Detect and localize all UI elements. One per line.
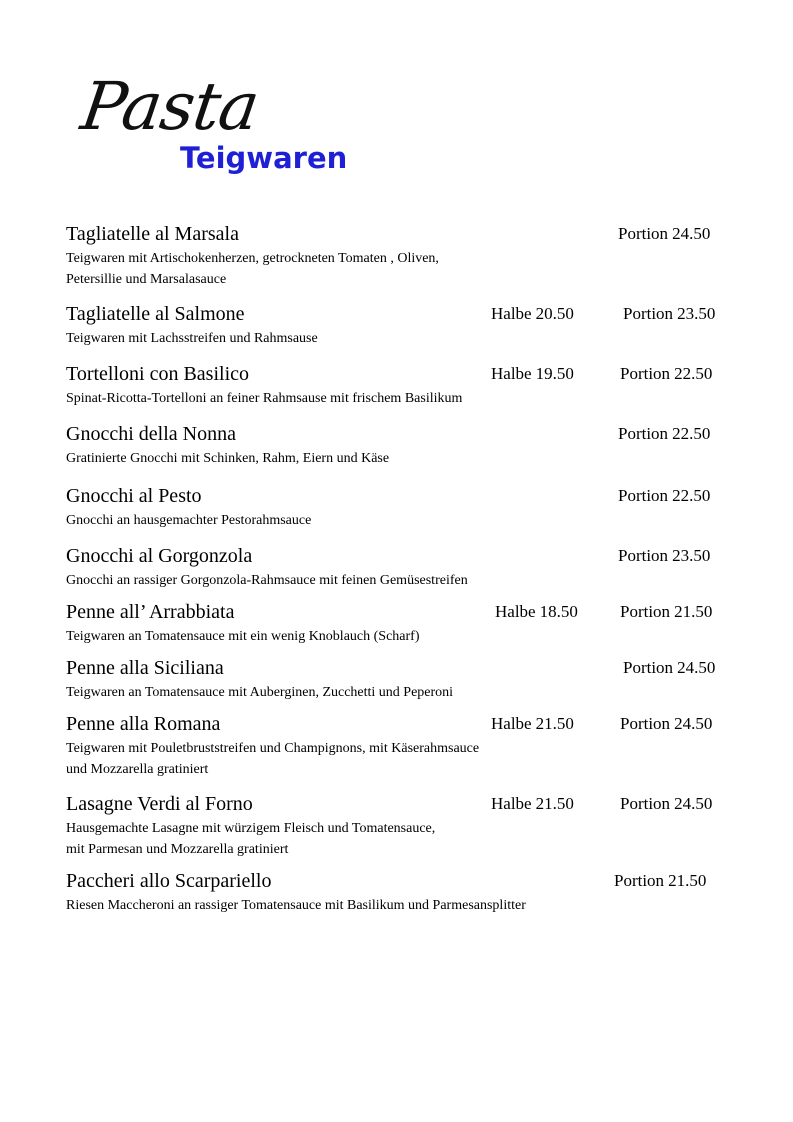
portion-price (614, 870, 706, 892)
dish-name: Tortelloni con Basilico (66, 363, 250, 385)
halbe-label: Halbe (495, 602, 536, 621)
portion-price (618, 223, 710, 245)
halbe-value: 19.50 (535, 364, 574, 383)
description-line: Teigwaren mit Artischokenherzen, getrockneten Tomaten , Oliven, (66, 251, 439, 266)
dish-name: Gnocchi al Gorgonzola (66, 545, 253, 567)
portion-price (620, 363, 712, 385)
portion-label: Portion (618, 424, 669, 443)
halbe-value: 20.50 (535, 304, 574, 323)
dish-name: Lasagne Verdi al Forno (66, 793, 253, 815)
halbe-value: 18.50 (539, 602, 578, 621)
portion-price (620, 601, 712, 623)
description-line: Spinat-Ricotta-Tortelloni an feiner Rahmsause mit frischem Basilikum (66, 391, 463, 406)
description-line: Teigwaren mit Pouletbruststreifen und Champignons, mit Käserahmsauce (66, 741, 480, 756)
description-line: Gnocchi an rassiger Gorgonzola-Rahmsauce mit feinen Gemüsestreifen (66, 573, 468, 588)
dish-description (66, 448, 626, 469)
dish-name: Gnocchi della Nonna (66, 423, 236, 445)
portion-label: Portion (620, 364, 671, 383)
description-line: Hausgemachte Lasagne mit würzigem Fleisch und Tomatensauce, (66, 821, 436, 836)
dish-name: Penne alla Siciliana (66, 657, 224, 679)
dish-description (66, 248, 626, 290)
description-line: Teigwaren an Tomatensauce mit ein wenig Knoblauch (Scharf) (66, 629, 420, 644)
portion-value: 21.50 (674, 602, 713, 621)
portion-label: Portion (618, 224, 669, 243)
description-line: Teigwaren an Tomatensauce mit Auberginen, Zucchetti und Peperoni (66, 685, 454, 700)
halbe-label: Halbe (491, 794, 532, 813)
portion-label: Portion (623, 304, 674, 323)
portion-price (623, 657, 715, 679)
portion-label: Portion (620, 794, 671, 813)
description-line: Petersillie und Marsalasauce (66, 272, 227, 287)
portion-label: Portion (620, 602, 671, 621)
halbe-value: 21.50 (535, 794, 574, 813)
dish-name: Penne alla Romana (66, 713, 221, 735)
dish-description (66, 510, 626, 531)
halbe-price (491, 713, 574, 735)
dish-description (66, 738, 626, 780)
portion-value: 22.50 (674, 364, 713, 383)
description-line: und Mozzarella gratiniert (66, 762, 209, 777)
halbe-value: 21.50 (535, 714, 574, 733)
description-line: Gratinierte Gnocchi mit Schinken, Rahm, Eiern und Käse (66, 451, 390, 466)
dish-description (66, 328, 626, 349)
menu-title: Pasta (76, 68, 264, 145)
dish-description (66, 388, 626, 409)
halbe-label: Halbe (491, 364, 532, 383)
dish-name: Tagliatelle al Salmone (66, 303, 245, 325)
portion-value: 21.50 (668, 871, 707, 890)
portion-price (618, 423, 710, 445)
portion-label: Portion (623, 658, 674, 677)
portion-value: 24.50 (672, 224, 711, 243)
dish-description (66, 570, 626, 591)
dish-name: Paccheri allo Scarpariello (66, 870, 272, 892)
portion-label: Portion (618, 486, 669, 505)
portion-label: Portion (620, 714, 671, 733)
halbe-price (491, 363, 574, 385)
portion-price (618, 545, 710, 567)
portion-value: 24.50 (674, 794, 713, 813)
dish-name: Tagliatelle al Marsala (66, 223, 239, 245)
description-line: Riesen Maccheroni an rassiger Tomatensauce mit Basilikum und Parmesansplitter (66, 898, 526, 913)
halbe-price (491, 793, 574, 815)
menu-subtitle: Teigwaren (180, 141, 348, 175)
dish-description (66, 818, 626, 860)
portion-label: Portion (618, 546, 669, 565)
dish-description (66, 626, 626, 647)
portion-price (620, 793, 712, 815)
halbe-label: Halbe (491, 304, 532, 323)
portion-price (620, 713, 712, 735)
description-line: Teigwaren mit Lachsstreifen und Rahmsause (66, 331, 318, 346)
halbe-price (495, 601, 578, 623)
halbe-price (491, 303, 574, 325)
dish-name: Gnocchi al Pesto (66, 485, 202, 507)
dish-description (66, 895, 626, 916)
portion-price (618, 485, 710, 507)
portion-value: 23.50 (677, 304, 716, 323)
portion-value: 22.50 (672, 486, 711, 505)
portion-value: 22.50 (672, 424, 711, 443)
portion-value: 24.50 (677, 658, 716, 677)
description-line: mit Parmesan und Mozzarella gratiniert (66, 842, 289, 857)
dish-name: Penne all’ Arrabbiata (66, 601, 235, 623)
dish-description (66, 682, 626, 703)
portion-label: Portion (614, 871, 665, 890)
portion-price (623, 303, 715, 325)
portion-value: 23.50 (672, 546, 711, 565)
portion-value: 24.50 (674, 714, 713, 733)
description-line: Gnocchi an hausgemachter Pestorahmsauce (66, 513, 312, 528)
halbe-label: Halbe (491, 714, 532, 733)
